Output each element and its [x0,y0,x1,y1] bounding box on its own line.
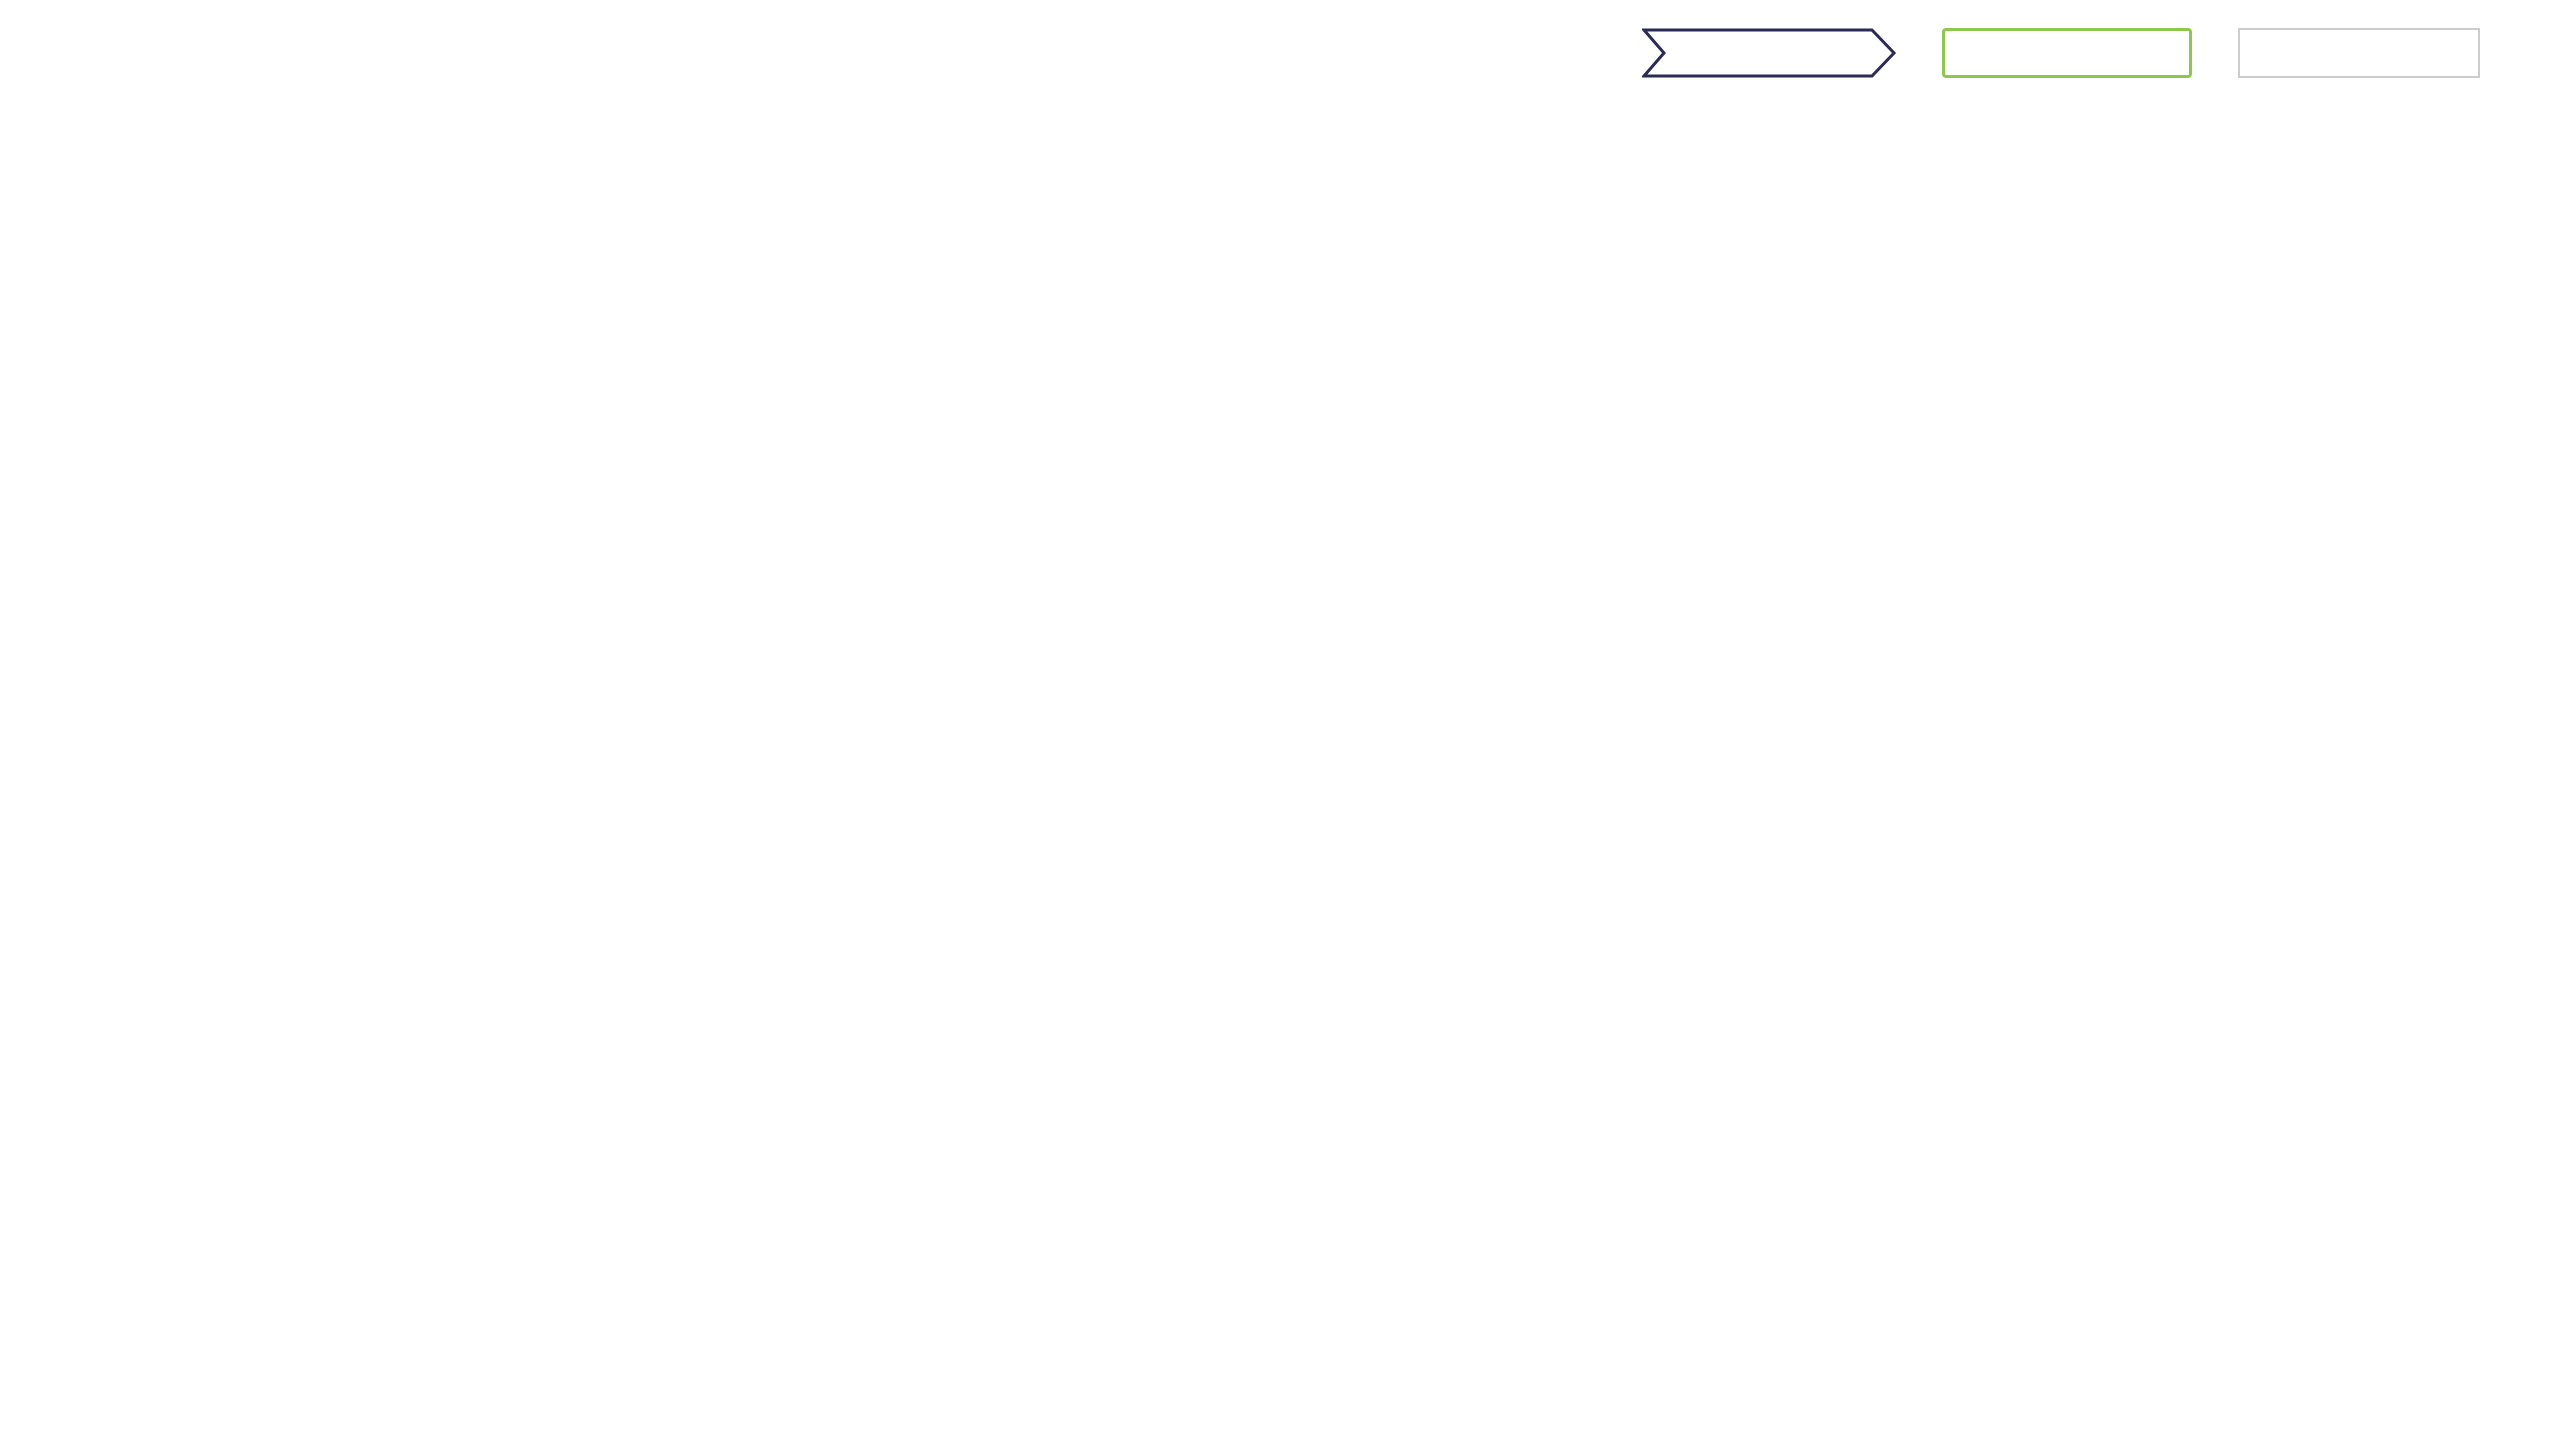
phase-header-bar [0,0,2560,320]
